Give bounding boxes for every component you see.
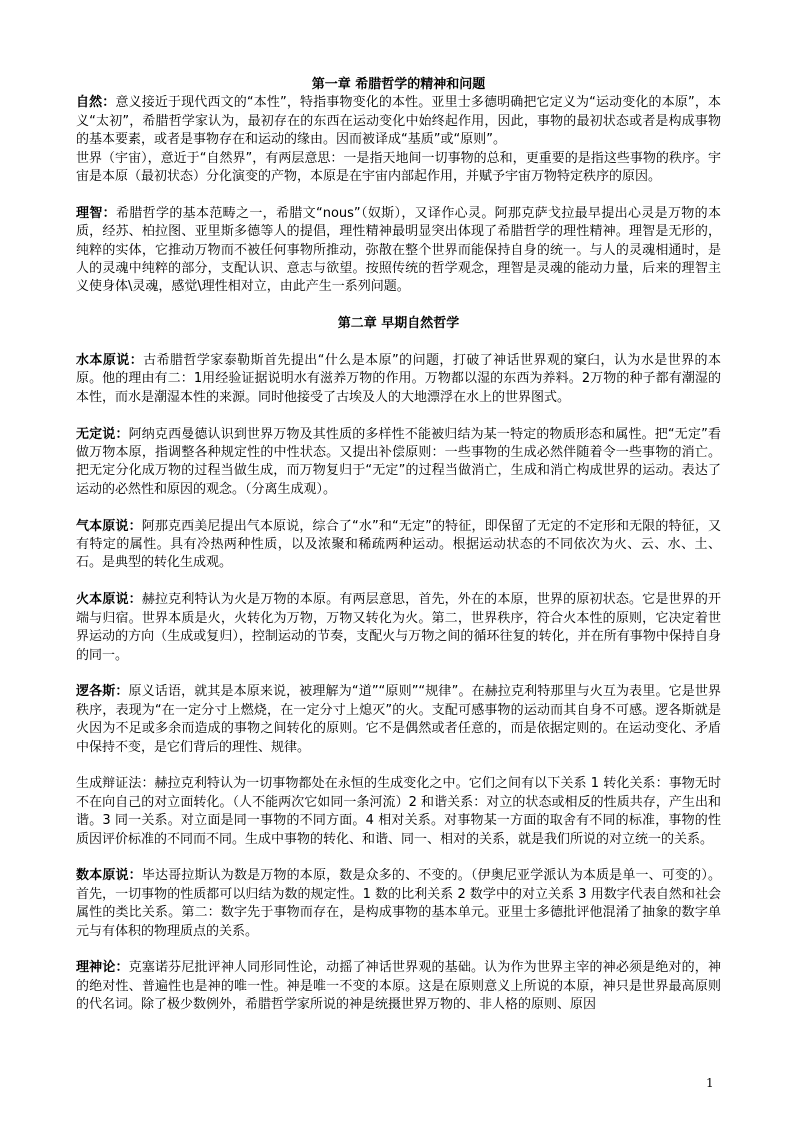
- paragraph-water: [76, 352, 721, 407]
- paragraph-apeiron-text: 阿纳克西曼德认识到世界万物及其性质的多样性不能被归结为某一特定的物质形态和属性。把“无定”看做万物本原，指调整各种规定性的中性状态。又提出补偿原则：一些事物的生成必然伴随着令一些事物的消亡。把无定分化成万物的过程当做生成，而万物复归于“无定”的过程当做消亡，生成和消亡构成世界的运动。表达了运动的必然性和原因的观念。（分离生成观）。: [76, 426, 721, 497]
- term-logos: 逻各斯：: [76, 684, 129, 700]
- document-page: [76, 76, 721, 1015]
- paragraph-air: [76, 518, 721, 573]
- paragraph-fire-text: 赫拉克利特认为火是万物的本原。有两层意思，首先，外在的本原，世界的原初状态。它是世界的开端与归宿。世界本质是火，火转化为万物，万物又转化为火。第二，世界秩序，符合火本性的原则，它决定着世界运动的方向（生成或复归），控制运动的节奏，支配火与万物之间的循环往复的转化，并在所有事物中保持自身的同一。: [76, 592, 721, 663]
- page-number: 1: [706, 1076, 714, 1090]
- term-number: 数本原说：: [76, 868, 142, 884]
- paragraph-nature-text: 意义接近于现代西文的“本性”，特指事物变化的本性。亚里士多德明确把它定义为“运动变化的本原”，本义“太初”，希腊哲学家认为，最初存在的东西在运动变化中始终起作用，因此，事物的最初状态或者是构成事物的基本要素，或者是事物存在和运动的缘由。因而被译成“基质”或“原则”。: [76, 95, 721, 148]
- chapter-1-title: 第一章 希腊哲学的精神和问题: [311, 77, 486, 92]
- term-intellect: 理智：: [76, 205, 116, 221]
- paragraph-logos: [76, 683, 721, 757]
- paragraph-air-text: 阿那克西美尼提出气本原说，综合了“水”和“无定”的特征，即保留了无定的不定形和无限的特征，又有特定的属性。具有冷热两种性质，以及浓聚和稀疏两种运动。根据运动状态的不同依次为火、云、水、土、石。是典型的转化生成观。: [76, 518, 721, 571]
- paragraph-dialectic: 生成辩证法：赫拉克利特认为一切事物都处在永恒的生成变化之中。它们之间有以下关系 1 转化关系：事物无时不在向自己的对立面转化。（人不能两次它如同一条河流）2 和谐关系：对立的状态或相反的性质共存，产生出和谐。3 同一关系。对立面是同一事物的不同方面。4 相对关系。对事物某一方面的取舍有不同的标准，事物的性质因评价标准的不同而不同。生成中事物的转化、和谐、同一、相对的关系，就是我们所说的对立统一的关系。: [76, 776, 721, 847]
- term-nature: 自然：: [76, 95, 116, 111]
- term-air: 气本原说：: [76, 518, 142, 534]
- term-fire: 火本原说：: [76, 592, 142, 608]
- chapter-2-title: 第二章 早期自然哲学: [337, 316, 460, 332]
- paragraph-nature: [76, 94, 721, 149]
- paragraph-logos-text: 原义话语，就其是本原来说，被理解为“道”“原则”“规律”。在赫拉克利特那里与火互为表里。它是世界秩序，表现为“在一定分寸上燃烧，在一定分寸上熄灭”的火。支配可感事物的运动而其自身不可感。逻各斯就是火因为不足或多余而造成的事物之间转化的原则。它不是偶然或者任意的，而是依据定则的。在运动变化、矛盾中保持不变，是它们背后的理性、规律。: [76, 684, 721, 755]
- paragraph-number-text: 毕达哥拉斯认为数是万物的本原，数是众多的、不变的。（伊奥尼亚学派认为本质是单一、可变的）。首先，一切事物的性质都可以归结为数的规定性。1 数的比利关系 2 数学中的对立关系 3 用数字代表自然和社会属性的类比关系。第二：数字先于事物而存在，是构成事物的基本单元。亚里士多德批评他混淆了抽象的数字单元与有体积的物理质点的关系。: [76, 868, 721, 939]
- paragraph-world: 世界（宇宙），意近于“自然界”，有两层意思：一是指天地间一切事物的总和，更重要的是指这些事物的秩序。宇宙是本原（最初状态）分化演变的产物，本原是在宇宙内部起作用，并赋予宇宙万物特定秩序的原因。: [76, 150, 721, 185]
- paragraph-fire: [76, 591, 721, 665]
- term-apeiron: 无定说：: [76, 426, 129, 442]
- paragraph-water-text: 古希腊哲学家泰勒斯首先提出“什么是本原”的问题，打破了神话世界观的窠臼，认为水是世界的本原。他的理由有二：1用经验证据说明水有滋养万物的作用。万物都以湿的东西为养料。2万物的种子都有潮湿的本性，而水是潮湿本性的来源。同时他接受了古埃及人的大地漂浮在水上的世界图式。: [76, 353, 721, 405]
- term-water: 水本原说：: [76, 353, 144, 369]
- paragraph-intellect: [76, 205, 721, 297]
- paragraph-deism-text: 克塞诺芬尼批评神人同形同性论，动摇了神话世界观的基础。认为作为世界主宰的神必须是绝对的，神的绝对性、普遍性也是神的唯一性。神是唯一不变的本原。这是在原则意义上所说的本原，神只是世界最高原则的代名词。除了极少数例外，希腊哲学家所说的神是统摄世界万物的、非人格的原则、原因: [76, 960, 721, 1013]
- paragraph-intellect-text: 希腊哲学的基本范畴之一，希腊文“nous”（奴斯），又译作心灵。阿那克萨戈拉最早提出心灵是万物的本质，经苏、柏拉图、亚里斯多德等人的提倡，理性精神最明显突出体现了希腊哲学的理性精神。理智是无形的，纯粹的实体，它推动万物而不被任何事物所推动，弥散在整个世界而能保持自身的统一。与人的灵魂相通时，是人的灵魂中纯粹的部分，支配认识、意志与欲望。按照传统的哲学观念，理智是灵魂的能动力量，后来的理智主义使身体\灵魂，感觉\理性相对立，由此产生一系列问题。: [76, 205, 721, 295]
- paragraph-number: [76, 867, 721, 941]
- paragraph-deism: [76, 959, 721, 1014]
- paragraph-apeiron: [76, 426, 721, 500]
- term-deism: 理神论：: [76, 960, 129, 976]
